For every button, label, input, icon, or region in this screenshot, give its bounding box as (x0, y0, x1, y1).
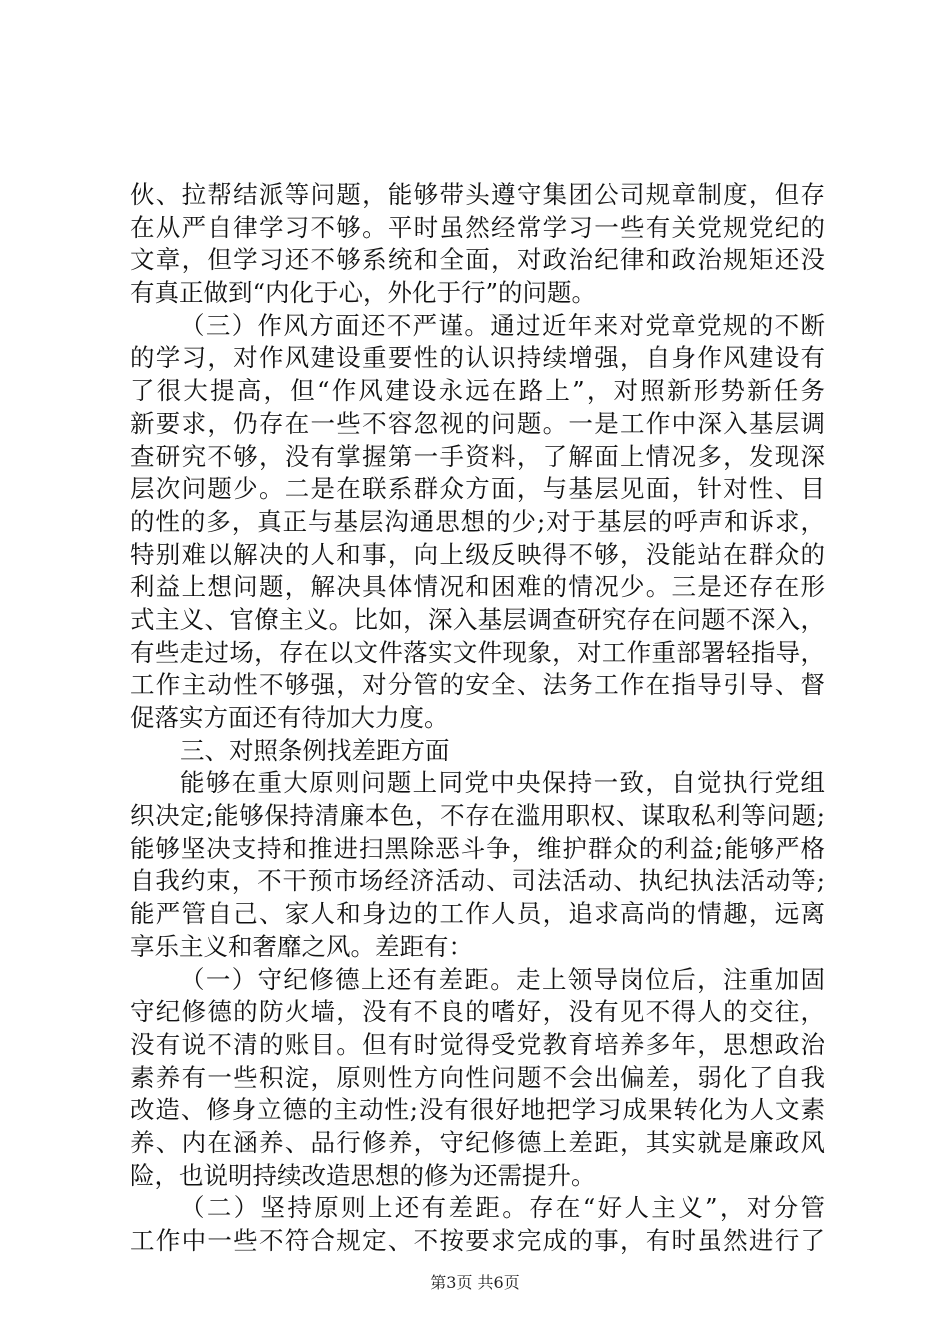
text-line: 养、内在涵养、品行修养，守纪修德上差距，其实就是廉政风 (130, 1127, 825, 1157)
text-line: 自我约束，不干预市场经济活动、司法活动、执纪执法活动等; (130, 866, 825, 896)
text-line: 了很大提高，但“作风建设永远在路上”，对照新形势新任务 (130, 376, 825, 406)
text-line: （三）作风方面还不严谨。通过近年来对党章党规的不断 (180, 310, 825, 340)
paragraph-principles (130, 1192, 825, 1257)
section-heading (130, 735, 825, 768)
paragraph-work-style (130, 310, 825, 735)
text-line: 式主义、官僚主义。比如，深入基层调查研究存在问题不深入， (130, 604, 825, 634)
text-line: 能严管自己、家人和身边的工作人员，追求高尚的情趣，远离 (130, 899, 825, 929)
text-line: 素养有一些积淀，原则性方向性问题不会出偏差，弱化了自我 (130, 1062, 825, 1092)
text-line: 利益上想问题，解决具体情况和困难的情况少。三是还存在形 (130, 572, 825, 602)
text-line: 没有说不清的账目。但有时觉得受党教育培养多年，思想政治 (130, 1029, 825, 1059)
paragraph-discipline (130, 964, 825, 1193)
heading-line: 三、对照条例找差距方面 (180, 735, 450, 765)
text-line: （二）坚持原则上还有差距。存在“好人主义”，对分管 (180, 1193, 825, 1223)
text-line: 文章，但学习还不够系统和全面，对政治纪律和政治规矩还没 (130, 245, 825, 275)
text-line: 层次问题少。二是在联系群众方面，与基层见面，针对性、目 (130, 474, 825, 504)
paragraph-regulations (130, 767, 825, 963)
text-line: （一）守纪修德上还有差距。走上领导岗位后，注重加固 (180, 964, 825, 994)
text-line: 工作主动性不够强，对分管的安全、法务工作在指导引导、督 (130, 670, 825, 700)
text-line: 守纪修德的防火墙，没有不良的嗜好，没有见不得人的交往， (130, 997, 825, 1027)
text-line: 织决定;能够保持清廉本色，不存在滥用职权、谋取私利等问题; (130, 801, 825, 831)
text-line: 能够坚决支持和推进扫黑除恶斗争，维护群众的利益;能够严格 (130, 833, 825, 863)
document-body (130, 179, 825, 1258)
text-line: 险，也说明持续改造思想的修为还需提升。 (130, 1160, 596, 1190)
text-line: 能够在重大原则问题上同党中央保持一致，自觉执行党组 (180, 768, 825, 798)
text-line: 特别难以解决的人和事，向上级反映得不够，没能站在群众的 (130, 539, 825, 569)
text-line: 的学习，对作风建设重要性的认识持续增强，自身作风建设有 (130, 343, 825, 373)
text-line: 享乐主义和奢靡之风。差距有： (130, 931, 473, 961)
text-line: 工作中一些不符合规定、不按要求完成的事，有时虽然进行了 (130, 1226, 825, 1255)
text-line: 在从严自律学习不够。平时虽然经常学习一些有关党规党纪的 (130, 212, 825, 242)
text-line: 改造、修身立德的主动性;没有很好地把学习成果转化为人文素 (130, 1095, 825, 1125)
text-line: 伙、拉帮结派等问题，能够带头遵守集团公司规章制度，但存 (130, 180, 825, 209)
text-line: 有真正做到“内化于心，外化于行”的问题。 (130, 278, 597, 308)
text-line: 新要求，仍存在一些不容忽视的问题。一是工作中深入基层调 (130, 408, 825, 438)
text-line: 有些走过场，存在以文件落实文件现象，对工作重部署轻指导， (130, 637, 825, 667)
text-line: 的性的多，真正与基层沟通思想的少;对于基层的呼声和诉求， (130, 506, 825, 536)
paragraph-continuation (130, 179, 825, 310)
text-line: 查研究不够，没有掌握第一手资料，了解面上情况多，发现深 (130, 441, 825, 471)
text-line: 促落实方面还有待加大力度。 (130, 703, 449, 732)
page-indicator: 第3页 共6页 (430, 1273, 520, 1292)
